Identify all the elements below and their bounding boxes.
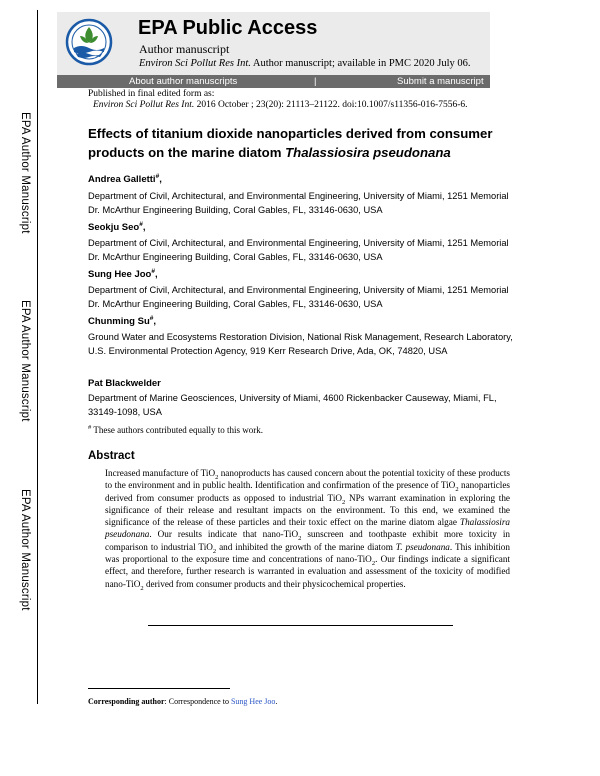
author-name: Sung Hee Joo#, xyxy=(88,267,158,280)
author-name-text: Seokju Seo xyxy=(88,222,140,233)
corresponding-author: Corresponding author: Correspondence to Sung Hee Joo. xyxy=(88,697,278,706)
nav-bar xyxy=(57,75,490,88)
author-affiliation: Department of Civil, Architectural, and Environmental Engineering, University of Miami, 1251 Memorial Dr. McArthur Engineering Building, Coral Gables, FL, 33146-0630, USA xyxy=(88,238,509,262)
published-citation xyxy=(93,100,468,110)
submit-manuscript-link[interactable]: Submit a manuscript xyxy=(397,76,484,87)
author-name: Seokju Seo#, xyxy=(88,220,146,233)
corresponding-text: : Correspondence to xyxy=(164,697,231,706)
side-label-2: EPA Author Manuscript xyxy=(19,300,31,422)
author-name-text: Sung Hee Joo xyxy=(88,269,152,280)
author-mark: # xyxy=(149,314,154,322)
header-journal: Environ Sci Pollut Res Int. xyxy=(139,58,251,69)
equal-contribution-note xyxy=(88,425,263,435)
nav-separator: | xyxy=(314,76,317,87)
abstract-body: Increased manufacture of TiO$_2$ nanoproducts has caused concern about the potential toxicity of these products to the environment and in public health. Identification and confirmation of the presence of TiO$_2$ nanoparticles derived from consumer products as opposed to industrial TiO$_2$ NPs warrant examination in exploring the significance of their release and resultant impacts on the environment. To this end, we examined the significance of the release of these particles and their toxic effect on the marine diatom algae Thalassiosira pseudonana. Our results indicate that nano-TiO$_2$ sunscreen and toothpaste exhibit more toxicity in comparison to industrial TiO$_2$ and inhibited the growth of the marine diatom T. pseudonana. This inhibition was proportional to the exposure time and concentrations of nano-TiO$_2$. Our findings indicate a significant effect, and therefore, further research is warranted in evaluation and assessment of the toxicity of modified nano-TiO$_2$ derived from consumer products and their physicochemical properties. xyxy=(105,468,511,592)
published-journal: Environ Sci Pollut Res Int. xyxy=(93,100,195,110)
author-affiliation: Department of Civil, Architectural, and Environmental Engineering, University of Miami, 1251 Memorial Dr. McArthur Engineering Building, Coral Gables, FL, 33146-0630, USA xyxy=(88,191,509,215)
epa-logo-icon xyxy=(65,18,113,66)
author-name-text: Chunming Su xyxy=(88,316,150,327)
corresponding-author-link[interactable]: Sung Hee Joo xyxy=(230,697,276,706)
author-name: Andrea Galletti#, xyxy=(88,172,162,185)
side-label-3: EPA Author Manuscript xyxy=(19,489,31,611)
footnote-text: These authors contributed equally to this work. xyxy=(91,425,264,435)
author-affiliation: Department of Civil, Architectural, and Environmental Engineering, University of Miami, 1251 Memorial Dr. McArthur Engineering Building, Coral Gables, FL, 33146-0630, USA xyxy=(88,285,509,309)
abstract-end-rule xyxy=(148,625,453,626)
article-title xyxy=(88,124,528,162)
header-availability: Author manuscript; available in PMC 2020 July 06. xyxy=(250,58,471,69)
abstract-heading: Abstract xyxy=(88,450,135,462)
author-mark: # xyxy=(139,220,143,228)
side-label-1: EPA Author Manuscript xyxy=(19,112,31,234)
footnote-rule xyxy=(88,688,230,689)
title-text: Effects of titanium dioxide nanoparticles derived from consumer products on the marine diatom xyxy=(88,126,493,160)
published-details: 2016 October ; 23(20): 21113–21122. doi:10.1007/s11356-016-7556-6. xyxy=(194,100,468,110)
header-subtitle: Author manuscript xyxy=(139,42,230,56)
author-mark: # xyxy=(151,267,155,275)
margin-divider xyxy=(37,10,38,704)
author-mark: # xyxy=(155,172,160,180)
footnote-mark: # xyxy=(88,424,92,431)
author-affiliation: Department of Marine Geosciences, University of Miami, 4600 Rickenbacker Causeway, Miami, FL, 33149-1098, USA xyxy=(88,393,497,417)
author-name: Pat Blackwelder xyxy=(88,378,161,389)
about-author-manuscripts-link[interactable]: About author manuscripts xyxy=(129,76,238,87)
author-name-text: Andrea Galletti xyxy=(88,174,156,185)
header-citation xyxy=(139,58,471,69)
author-affiliation: Ground Water and Ecosystems Restoration Division, National Risk Management, Research Laboratory, U.S. Environmental Protection Agency, 919 Kerr Research Drive, Ada, OK, 74820, USA xyxy=(88,332,513,356)
author-name: Chunming Su#, xyxy=(88,314,157,327)
title-species: Thalassiosira pseudonana xyxy=(285,145,451,160)
corresponding-label: Corresponding author xyxy=(88,697,165,706)
header-title: EPA Public Access xyxy=(138,17,318,39)
published-label: Published in final edited form as: xyxy=(88,89,215,99)
